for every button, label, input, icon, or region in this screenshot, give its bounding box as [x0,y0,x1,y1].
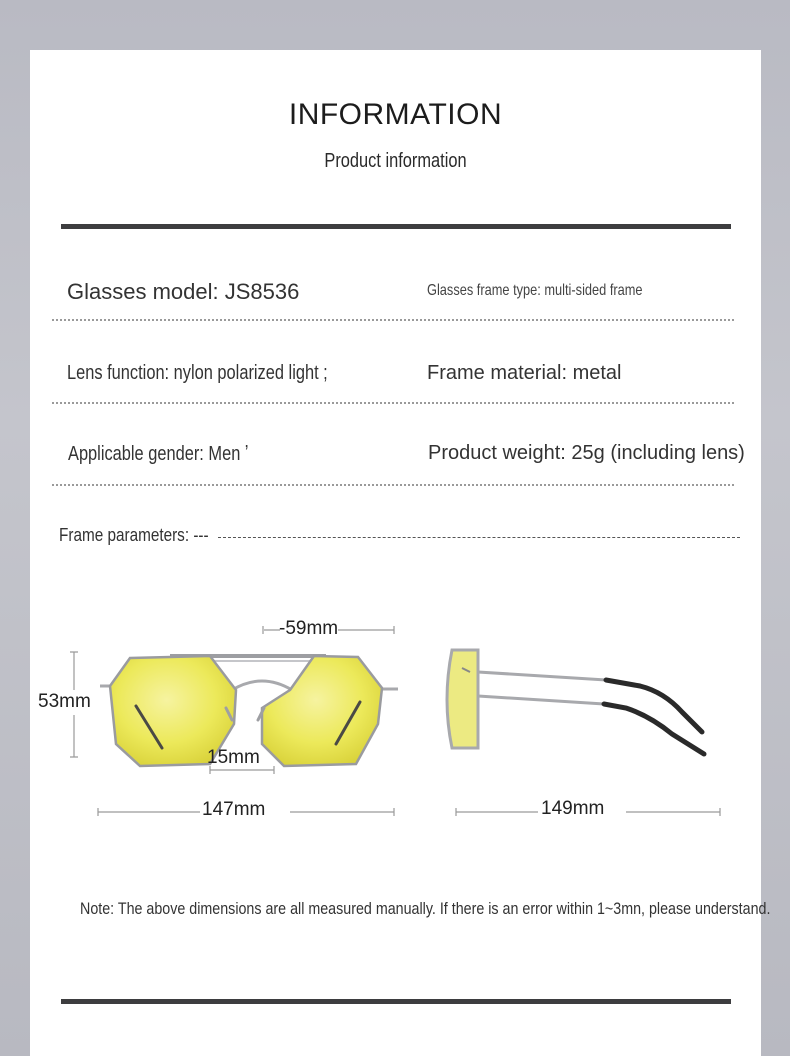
temple-length-label: 149mm [541,798,605,819]
frame-parameters-label: Frame parameters: --- [59,525,209,545]
page-subtitle: Product information [324,150,467,172]
bridge-width-label: 15mm [207,747,260,768]
page-title: INFORMATION [288,98,503,131]
spec-weight: Product weight: 25g (including lens) [428,442,745,464]
lens-height-label: 53mm [38,691,91,712]
lens-width-label: -59mm [279,618,339,639]
side-view-glasses [447,650,704,754]
measurement-note: Note: The above dimensions are all measured manually. If there is an error within 1~3mn, please understand. [80,899,771,918]
spec-frame-material: Frame material: metal [427,362,622,384]
frame-width-label: 147mm [202,799,266,820]
spec-model: Glasses model: JS8536 [67,279,300,304]
right-lens [262,656,382,766]
spec-gender: Applicable gender: Men ʼ [68,443,249,465]
spec-frame-type: Glasses frame type: multi-sided frame [427,282,643,299]
spec-lens-function: Lens function: nylon polarized light ; [67,362,328,384]
